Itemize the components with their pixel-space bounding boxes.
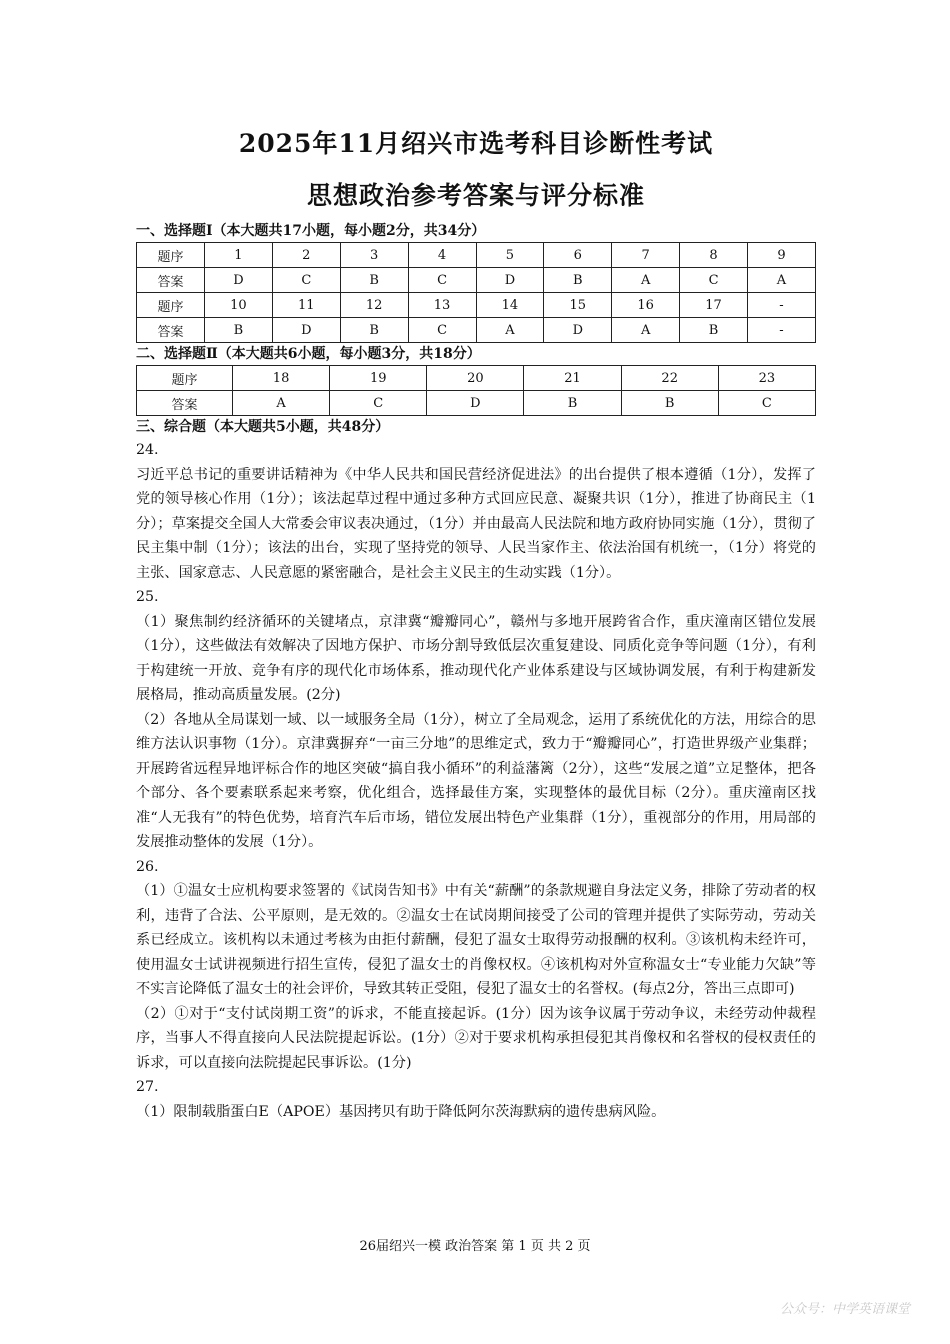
question-number: 18 — [233, 366, 330, 391]
answer-cell: D — [544, 318, 612, 343]
answer-cell: D — [427, 391, 524, 416]
question-number: 9 — [748, 243, 816, 268]
table-row — [137, 268, 816, 293]
answer-cell: B — [544, 268, 612, 293]
answer-cell: A — [748, 268, 816, 293]
question-number: 23 — [718, 366, 815, 391]
answer-cell: B — [524, 391, 621, 416]
question-26-number: 26. — [136, 858, 159, 875]
page-footer: 26届绍兴一模 政治答案 第 1 页 共 2 页 — [359, 1239, 591, 1254]
answer-paragraph: （2）各地从全局谋划一域、以一域服务全局（1分），树立了全局观念，运用了系统优化的方法，用综合的思维方法认识事物（1分）。京津冀摒弃“一亩三分地”的思维定式，致力于“瓣瓣同心”，打造世界级产业集群；开展跨省远程异地评标合作的地区突破“搞自我小循环”的利益藩篱（2分），这些“发展之道”立足整体，把各个部分、各个要素联系起来考察，优化组合，选择最佳方案，实现整体的最优目标（2分）。重庆潼南区找准“人无我有”的特色优势，培育汽车后市场，错位发展出特色产业集群（1分），重视部分的作用，用局部的发展推动整体的发展（1分）。 — [136, 711, 816, 850]
section1-answer-table — [136, 242, 816, 343]
answer-cell: C — [408, 318, 476, 343]
question-27-answer — [136, 1100, 816, 1125]
exam-title: 2025年11月绍兴市选考科目诊断性考试 — [238, 129, 714, 158]
table-row — [137, 366, 816, 391]
answer-cell: - — [748, 318, 816, 343]
row-label: 题序 — [137, 366, 233, 391]
section2-answer-table — [136, 365, 816, 416]
row-label: 题序 — [137, 243, 205, 268]
question-number: 17 — [680, 293, 748, 318]
table-row — [137, 243, 816, 268]
question-number: 10 — [205, 293, 273, 318]
question-24-number: 24. — [136, 442, 159, 458]
question-number: 21 — [524, 366, 621, 391]
row-label: 答案 — [137, 318, 205, 343]
answer-paragraph: （1）限制载脂蛋白E（APOE）基因拷贝有助于降低阿尔茨海默病的遗传患病风险。 — [136, 1103, 666, 1120]
table-row — [137, 318, 816, 343]
answer-cell: D — [205, 268, 273, 293]
answer-cell: B — [621, 391, 718, 416]
row-label: 答案 — [137, 268, 205, 293]
answer-paragraph: （1）聚焦制约经济循环的关键堵点，京津冀“瓣瓣同心”，赣州与多地开展跨省合作，重庆潼南区错位发展（1分），这些做法有效解决了因地方保护、市场分割导致低层次重复建设、同质化竞争等问题（1分），有利于构建统一开放、竞争有序的现代化市场体系，推动现代化产业体系建设与区域协调发展，有利于构建新发展格局，推动高质量发展。(2分) — [136, 613, 816, 703]
answer-paragraph: 习近平总书记的重要讲话精神为《中华人民共和国民营经济促进法》的出台提供了根本遵循（1分），发挥了党的领导核心作用（1分）；该法起草过程中通过多种方式回应民意、凝聚共识（1分），推进了协商民主（1分）；草案提交全国人大常委会审议表决通过，（1分）并由最高人民法院和地方政府协同实施（1分），贯彻了民主集中制（1分）；该法的出台，实现了坚持党的领导、人民当家作主、依法治国有机统一，（1分）将党的主张、国家意志、人民意愿的紧密融合，是社会主义民主的生动实践（1分）。 — [136, 466, 816, 581]
answer-cell: C — [272, 268, 340, 293]
question-26-answer — [136, 879, 816, 1075]
question-number: 4 — [408, 243, 476, 268]
answer-paragraph: （2）①对于“支付试岗期工资”的诉求，不能直接起诉。(1分）因为该争议属于劳动争议，未经劳动仲裁程序，当事人不得直接向人民法院提起诉讼。(1分）②对于要求机构承担侵犯其肖像权和名誉权的侵权责任的诉求，可以直接向法院提起民事诉讼。(1分) — [136, 1005, 816, 1071]
question-number: 13 — [408, 293, 476, 318]
table-row — [137, 293, 816, 318]
answer-cell: C — [680, 268, 748, 293]
row-label: 答案 — [137, 391, 233, 416]
section2-heading: 二、选择题Ⅱ（本大题共6小题，每小题3分，共18分） — [136, 346, 481, 362]
answer-paragraph: （1）①温女士应机构要求签署的《试岗告知书》中有关“薪酬”的条款规避自身法定义务，排除了劳动者的权利，违背了合法、公平原则，是无效的。②温女士在试岗期间接受了公司的管理并提供了实际劳动，劳动关系已经成立。该机构以未通过考核为由拒付薪酬，侵犯了温女士取得劳动报酬的权利。③该机构未经许可，使用温女士试讲视频进行招生宣传，侵犯了温女士的肖像权权。④该机构对外宣称温女士“专业能力欠缺”等不实言论降低了温女士的社会评价，导致其转正受阻，侵犯了温女士的名誉权。(每点2分，答出三点即可) — [136, 883, 816, 997]
question-number: 16 — [612, 293, 680, 318]
question-number: 7 — [612, 243, 680, 268]
question-number: 5 — [476, 243, 544, 268]
question-number: 1 — [205, 243, 273, 268]
question-number: 6 — [544, 243, 612, 268]
table-row — [137, 391, 816, 416]
answer-cell: B — [205, 318, 273, 343]
question-25-answer — [136, 610, 816, 855]
answer-cell: B — [340, 318, 408, 343]
question-number: 2 — [272, 243, 340, 268]
answer-cell: C — [718, 391, 815, 416]
answer-cell: D — [476, 268, 544, 293]
question-25-number: 25. — [136, 589, 159, 605]
answer-cell: C — [408, 268, 476, 293]
question-number: 12 — [340, 293, 408, 318]
question-number: 8 — [680, 243, 748, 268]
question-number: 20 — [427, 366, 524, 391]
answer-cell: B — [340, 268, 408, 293]
answer-cell: A — [612, 268, 680, 293]
question-number: 11 — [272, 293, 340, 318]
answer-sheet-page — [136, 118, 816, 1124]
answer-cell: A — [476, 318, 544, 343]
question-number: 15 — [544, 293, 612, 318]
answer-cell: D — [272, 318, 340, 343]
question-number: - — [748, 293, 816, 318]
answer-title: 思想政治参考答案与评分标准 — [306, 181, 645, 210]
section1-heading: 一、选择题Ⅰ（本大题共17小题，每小题2分，共34分） — [136, 223, 486, 239]
answer-cell: C — [330, 391, 427, 416]
row-label: 题序 — [137, 293, 205, 318]
watermark: 公众号：中学英语课堂 — [779, 1302, 910, 1317]
section3-heading: 三、综合题（本大题共5小题，共48分） — [136, 419, 390, 435]
question-number: 22 — [621, 366, 718, 391]
question-number: 14 — [476, 293, 544, 318]
question-number: 3 — [340, 243, 408, 268]
question-number: 19 — [330, 366, 427, 391]
answer-cell: A — [233, 391, 330, 416]
question-27-number: 27. — [136, 1079, 159, 1095]
question-24-answer — [136, 463, 816, 586]
answer-cell: A — [612, 318, 680, 343]
answer-cell: B — [680, 318, 748, 343]
